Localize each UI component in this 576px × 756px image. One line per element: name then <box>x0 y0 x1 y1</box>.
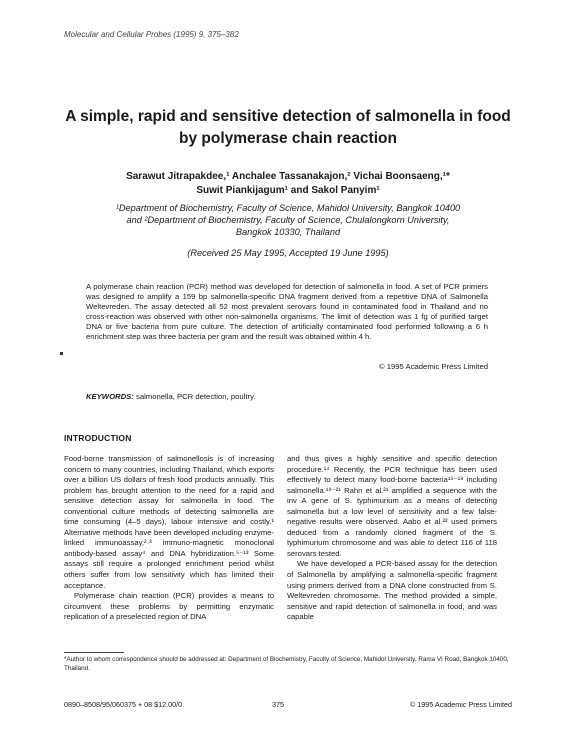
footnote-rule <box>64 652 124 653</box>
article-title: A simple, rapid and sensitive detection of salmonella in food by polymerase chain reaction <box>65 108 511 147</box>
journal-citation: Molecular and Cellular Probes (1995) 9, 375–382 <box>64 30 239 39</box>
section-heading: INTRODUCTION <box>64 433 132 443</box>
affiliation-line-3: Bangkok 10330, Thailand <box>235 227 341 237</box>
margin-mark <box>60 352 63 355</box>
keywords-label: KEYWORDS: <box>86 392 134 401</box>
right-column <box>287 454 497 623</box>
left-column <box>64 454 274 623</box>
footnote: *Author to whom correspondence should be addressed at: Department of Biochemistry, Faculty of Science, Mahidol University, Rama VI Road, Bangkok 10400, Thailand. <box>64 656 509 672</box>
author-line-1: Sarawut Jitrapakdee,¹ Anchalee Tassanakajon,² Vichai Boonsaeng,¹* <box>126 171 450 182</box>
paragraph: We have developed a PCR-based assay for the detection of Salmonella by amplifying a salmonella-specific fragment using primers derived from a DNA clone constructed from S. Weltevreden chromosome. The method provided a simple, sensitive and rapid detection of salmonella in food, and was capable <box>287 559 497 622</box>
page-number: 375 <box>272 700 284 709</box>
author-line-2: Suwit Piankijagum¹ and Sakol Panyim¹ <box>196 185 380 196</box>
keywords-text: salmonella, PCR detection, poultry. <box>133 392 256 401</box>
author-list <box>60 170 516 198</box>
affiliations <box>60 202 516 238</box>
paragraph: Food-borne transmission of salmonellosis is of increasing concern to many countries, including Thailand, which exports over a billion US dollars of fresh food products annually. This problem has brought attention to the need for a rapid and sensitive detection assay for salmonella in food. The conventional culture methods of detecting salmonella are time consuming (4–5 days), labour intensive and costly.¹ Alternative methods have been developed including enzyme-linked immunoassay,²·³ immuno-magnetic monoclonal antibody-based assay⁴ and DNA hybridization.⁵⁻¹³ Some assays still require a prolonged enrichment period whilst others suffer from low sensitivity which has limited their acceptance. <box>64 454 274 590</box>
footer-issn: 0890–8508/95/060375 + 08 $12.00/0 <box>64 700 183 709</box>
affiliation-line-2: and ²Department of Biochemistry, Faculty of Science, Chulalongkorn University, <box>126 215 450 225</box>
abstract: A polymerase chain reaction (PCR) method was developed for detection of salmonella in food. A set of PCR primers was designed to amplify a 159 bp salmonella-specific DNA fragment derived from a repetitive DNA of Salmonella Weltevreden. The assay detected all 52 most prevalent serovars found in contaminated food in Thailand and no cross-reaction was observed with other non-salmonella organisms. The limit of detection was 1 fg of purified target DNA or five bacteria from pure culture. The detection of artificially contaminated food performed following a 6 h enrichment step was three bacteria per gram and the result was obtained within 4 h. <box>86 282 488 341</box>
footer-copyright: © 1995 Academic Press Limited <box>410 700 512 709</box>
abstract-copyright: © 1995 Academic Press Limited <box>378 362 488 371</box>
affiliation-line-1: ¹Department of Biochemistry, Faculty of Science, Mahidol University, Bangkok 10400 <box>115 203 461 213</box>
keywords <box>86 392 488 401</box>
paragraph: Polymerase chain reaction (PCR) provides a means to circumvent these problems by permitting enzymatic replication of a preselected region of DNA <box>64 591 274 622</box>
received-dates: (Received 25 May 1995, Accepted 19 June 1995) <box>187 248 389 258</box>
paragraph: and thus gives a highly sensitive and specific detection procedure.¹⁴ Recently, the PCR technique has been used effectively to detect many food-borne bacteria¹⁵⁻¹⁸ including salmonella.¹⁹⁻²¹ Rahn et al.²¹ amplified a sequence with the inv A gene of S. typhimurium as a means of detecting salmonella but a low level of sensitivity and a few false-negative results were observed. Aabo et al.²² used primers deduced from a randomly cloned fragment of the S. typhimurium chromosome and was able to detect 116 of 118 serovars tested. <box>287 454 497 558</box>
